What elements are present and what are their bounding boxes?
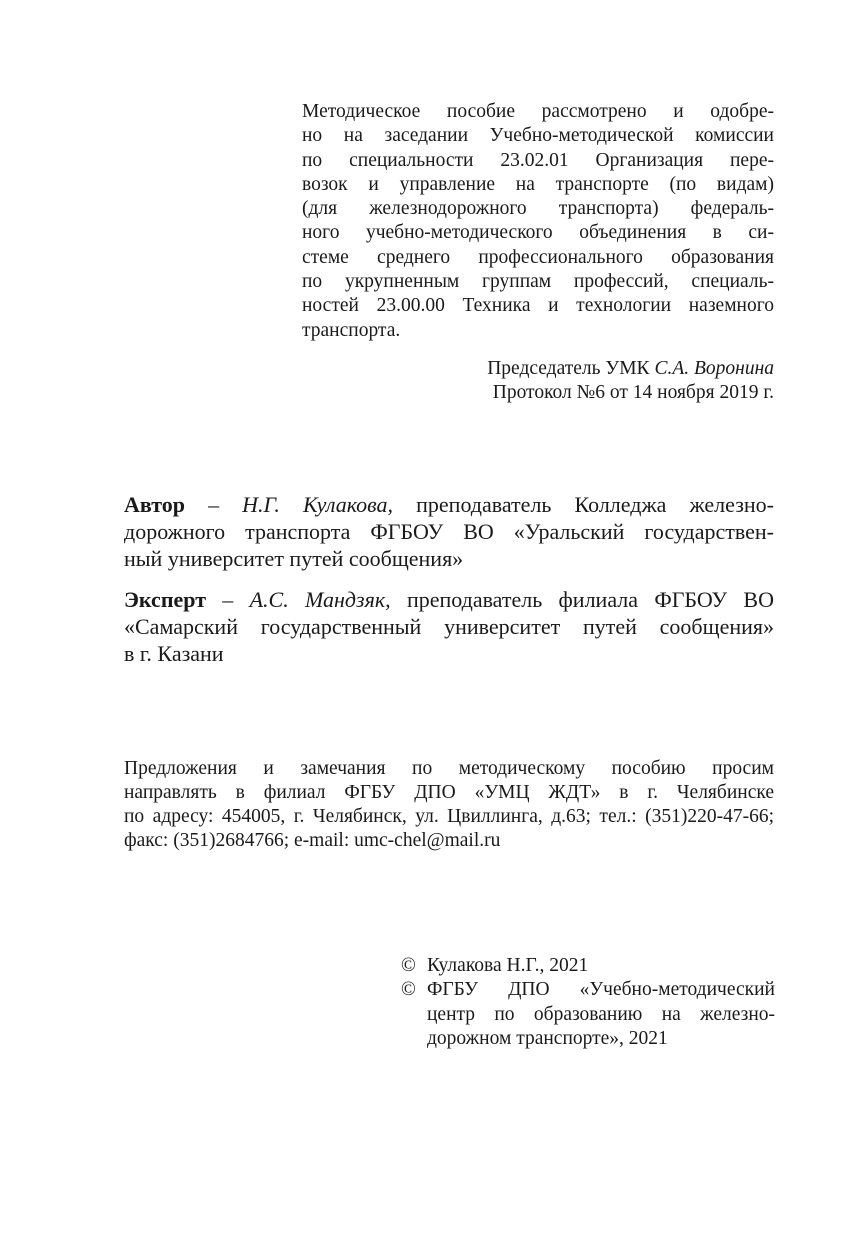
approval-line: транспорта. (302, 319, 401, 341)
expert-desc: преподаватель филиала ФГБОУ ВО (390, 587, 774, 612)
author-dash: – (184, 492, 243, 517)
approval-line: но на заседании Учебно-методической комиссии (302, 125, 774, 147)
author-line: ный университет путей сообщения» (124, 546, 464, 571)
protocol-line: Протокол №6 от 14 ноября 2019 г. (492, 382, 774, 404)
copyright-entry (401, 978, 775, 1051)
copyright-line: ФГБУ ДПО «Учебно-методический (427, 979, 775, 1001)
credits (124, 491, 774, 667)
chair-label: Председатель УМК (487, 358, 650, 379)
author-role: Автор (124, 492, 185, 517)
approval-note (302, 100, 774, 343)
approval-line: (для железнодорожного транспорта) федераль- (302, 198, 774, 220)
copyright-icon: © (401, 955, 416, 976)
approval-line: стеме среднего профессионального образования (302, 246, 774, 268)
copyright-holder (427, 978, 775, 1051)
approval-line: ного учебно-методического объединения в си- (302, 222, 774, 244)
author-desc: преподаватель Колледжа железно- (393, 492, 774, 517)
expert-line (124, 586, 774, 613)
chair-name: С.А. Воронина (654, 358, 774, 379)
approval-signoff (487, 357, 774, 406)
copyright-holder: Кулакова Н.Г., 2021 (427, 955, 589, 976)
contact-line: факс: (351)2684766; e-mail: umc-chel@mail.ru (124, 830, 501, 851)
approval-line: ностей 23.00.00 Техника и технологии наземного (302, 295, 774, 317)
author-line (124, 491, 774, 518)
copyright-line: дорожном транспорте», 2021 (427, 1027, 668, 1049)
expert-name: А.С. Мандзяк, (249, 587, 391, 612)
contact-line: Предложения и замечания по методическому пособию просим (124, 758, 774, 779)
copyright-block (401, 954, 775, 1051)
copyright-line: центр по образованию на железно- (427, 1003, 775, 1025)
chair-line (487, 357, 774, 381)
expert-line: в г. Казани (124, 641, 224, 666)
copyright-entry (401, 954, 775, 978)
expert-line: «Самарский государственный университет путей сообщения» (124, 614, 774, 639)
author-credit (124, 491, 774, 572)
contact-line: по адресу: 454005, г. Челябинск, ул. Цвиллинга, д.63; тел.: (351)220-47-66; (124, 806, 774, 827)
copyright-icon: © (401, 979, 416, 1001)
expert-dash: – (206, 587, 250, 612)
author-name: Н.Г. Кулакова, (242, 492, 394, 517)
approval-line: по специальности 23.02.01 Организация пере- (302, 149, 774, 171)
approval-line: Методическое пособие рассмотрено и одобре- (302, 101, 774, 122)
approval-line: по укрупненным группам профессий, специаль- (302, 271, 774, 293)
contact-line: направлять в филиал ФГБУ ДПО «УМЦ ЖДТ» в г. Челябинске (124, 782, 774, 803)
author-line: дорожного транспорта ФГБОУ ВО «Уральский государствен- (124, 519, 774, 544)
approval-line: возок и управление на транспорте (по видам) (302, 173, 774, 195)
contact-info (124, 757, 774, 853)
expert-role: Эксперт (124, 587, 207, 612)
expert-credit (124, 586, 774, 667)
